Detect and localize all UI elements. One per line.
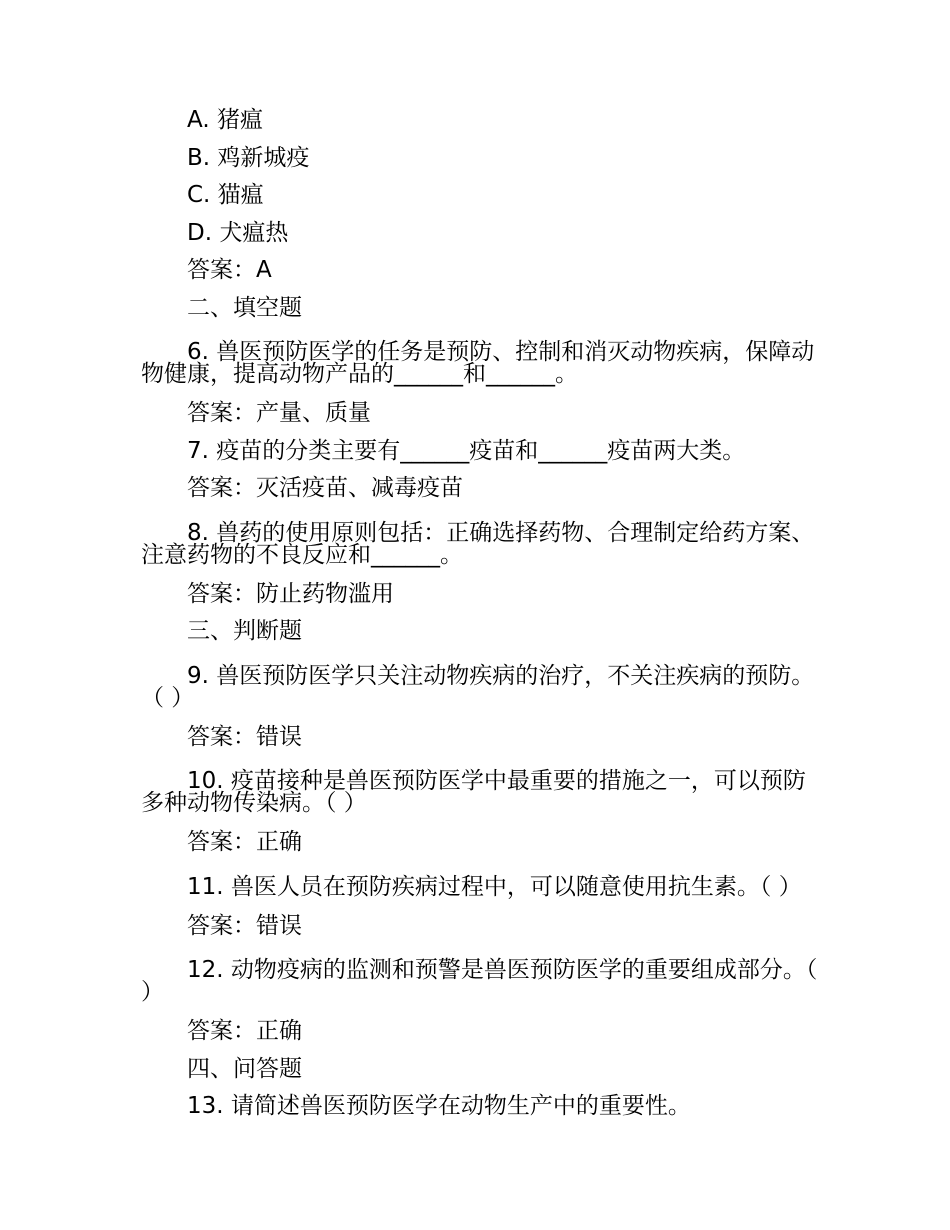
option-c: C. 猫瘟 [187,182,264,208]
option-b: B. 鸡新城疫 [187,144,310,171]
question-10: 10. 疫苗接种是兽医预防医学中最重要的措施之一，可以预防多种动物传染病。（ ） [141,768,806,816]
question-7: 7. 疫苗的分类主要有______疫苗和______疫苗两大类。 [187,437,746,464]
section-true-false: 三、判断题 [187,618,302,644]
answer-6: 答案：产量、质量 [187,400,371,426]
question-8: 8. 兽药的使用原则包括：正确选择药物、合理制定给药方案、注意药物的不良反应和______。 [141,519,815,568]
answer-11: 答案：错误 [187,912,302,939]
answer-12: 答案：正确 [187,1018,302,1044]
answer-8: 答案：防止药物滥用 [187,580,394,607]
option-a: A. 猪瘟 [187,107,263,133]
answer-5: 答案：A [187,257,272,283]
question-11: 11. 兽医人员在预防疾病过程中，可以随意使用抗生素。（ ） [187,873,802,900]
question-12: 12. 动物疫病的监测和预警是兽医预防医学的重要组成部分。（ ） [141,957,818,1005]
answer-7: 答案：灭活疫苗、减毒疫苗 [187,475,463,501]
option-d: D. 犬瘟热 [187,219,289,246]
question-13: 13. 请简述兽医预防医学在动物生产中的重要性。 [187,1093,691,1119]
answer-10: 答案：正确 [187,829,302,855]
question-6: 6. 兽医预防医学的任务是预防、控制和消灭动物疾病，保障动物健康，提高动物产品的______和______。 [141,339,815,387]
section-fill-in-blank: 二、填空题 [187,294,302,321]
answer-9: 答案：错误 [187,723,302,750]
question-9: 9. 兽医预防医学只关注动物疾病的治疗，不关注疾病的预防。（ ） [141,662,815,711]
document-body [141,102,821,1126]
section-short-answer: 四、问答题 [187,1055,302,1082]
